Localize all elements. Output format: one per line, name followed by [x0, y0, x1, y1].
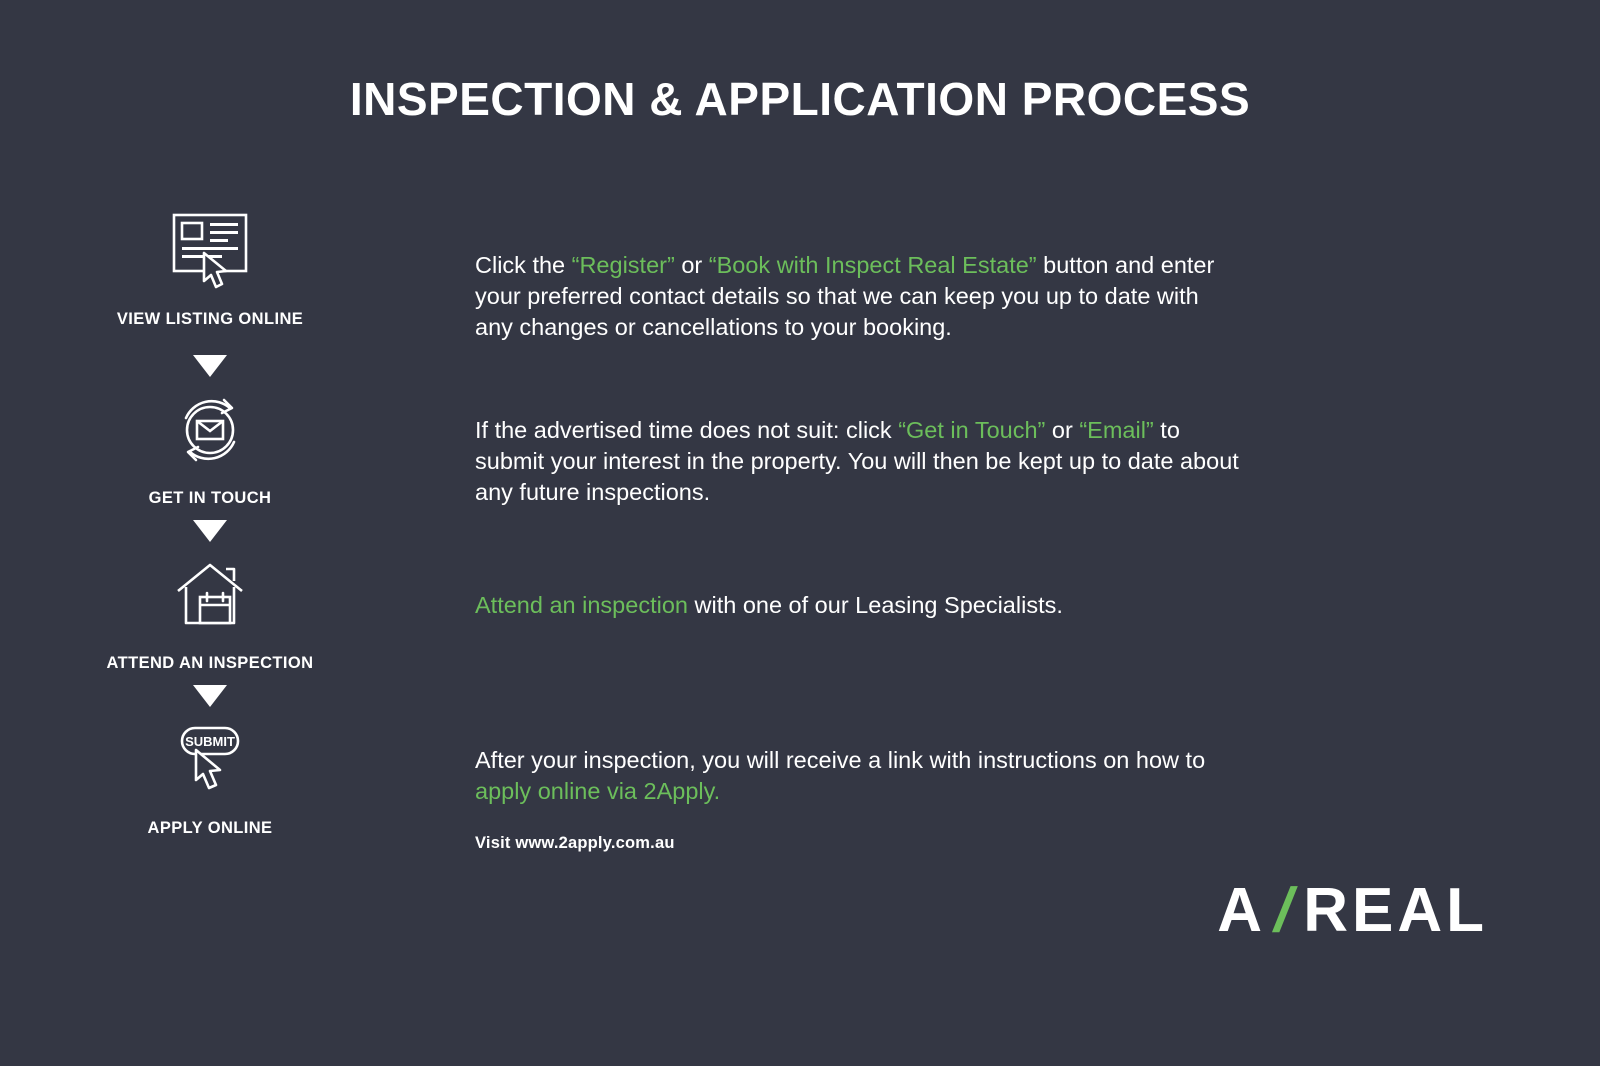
flow-arrow-1: [0, 355, 420, 377]
logo-slash-icon: /: [1268, 876, 1305, 945]
step-footnote: Visit www.2apply.com.au: [475, 834, 675, 853]
step-attend-an-inspection: [0, 552, 1600, 673]
brand-logo: [1217, 875, 1488, 946]
step-label: ATTEND AN INSPECTION: [106, 654, 314, 673]
email-refresh-icon: [164, 387, 256, 473]
submit-button-cursor-icon: [164, 717, 256, 803]
svg-text:SUBMIT: SUBMIT: [185, 734, 235, 750]
logo-right-text: REAL: [1303, 876, 1488, 945]
flow-arrow-2: [0, 520, 420, 542]
step-description: After your inspection, you will receive a link with instructions on how to apply online via 2Apply. Visit www.2apply.com.au: [420, 717, 1600, 855]
step-icon-column: [0, 552, 420, 673]
step-icon-column: [0, 208, 420, 329]
listing-cursor-icon: [164, 208, 256, 294]
step-get-in-touch: [0, 387, 1600, 508]
logo-left-text: A: [1217, 876, 1266, 945]
step-description: Attend an inspection with one of our Leasing Specialists.: [475, 592, 1063, 619]
page-title: INSPECTION & APPLICATION PROCESS: [349, 73, 1251, 125]
step-description: Click the “Register” or “Book with Inspect Real Estate” button and enter your preferred contact details so that we can keep you up to date with any changes or cancellations to your booking.: [475, 252, 1215, 341]
step-view-listing-online: [0, 208, 1600, 343]
house-calendar-icon: [164, 552, 256, 638]
flow-arrow-3: [0, 685, 420, 707]
step-icon-column: [0, 387, 420, 508]
step-icon-column: [0, 717, 420, 838]
steps-list: [0, 208, 1600, 855]
step-description: If the advertised time does not suit: click “Get in Touch” or “Email” to submit your interest in the property. You will then be kept up to date about any future inspections.: [475, 417, 1239, 506]
step-label: VIEW LISTING ONLINE: [116, 310, 304, 328]
step-apply-online: [0, 717, 1600, 855]
step-label: GET IN TOUCH: [148, 489, 272, 508]
step-label: APPLY ONLINE: [147, 819, 273, 838]
